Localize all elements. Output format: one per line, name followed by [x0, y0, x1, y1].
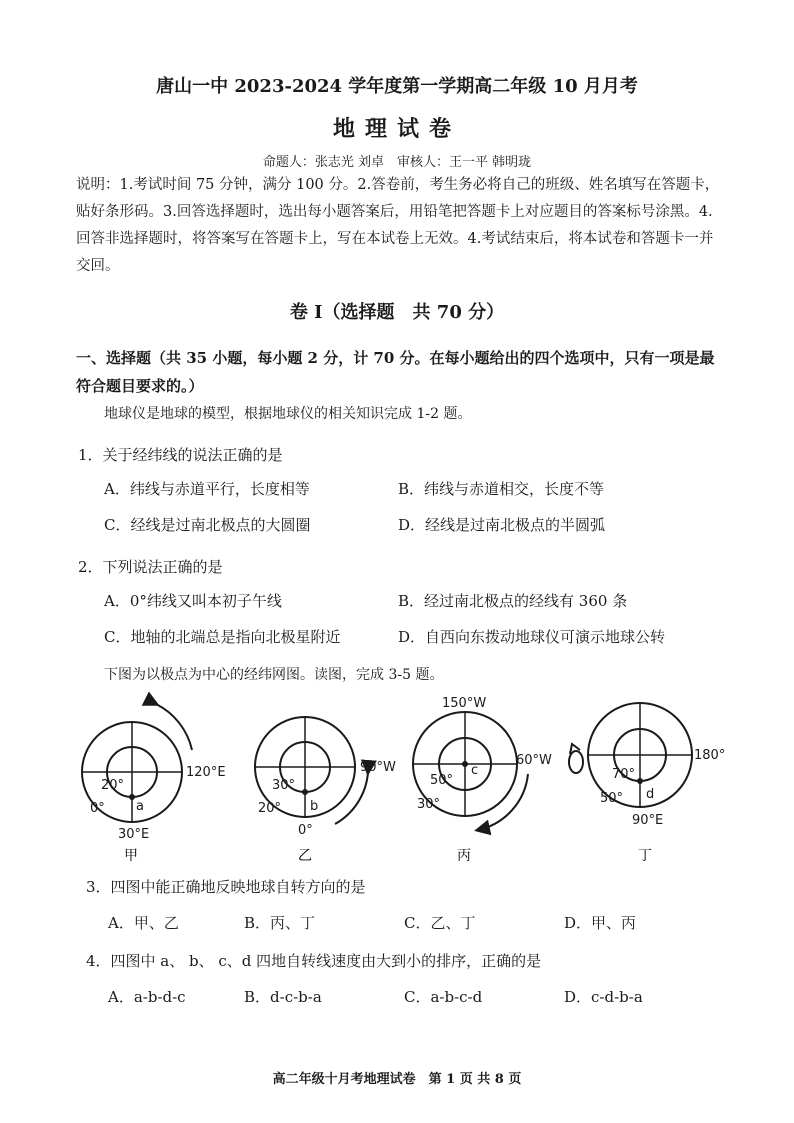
label-bottom: 0° [298, 823, 313, 838]
figure-jia [82, 704, 226, 864]
question-2-option-c: C．地轴的北端总是指向北极星附近 [104, 628, 341, 646]
authors-line: 命题人：张志光 刘卓 审核人：王一平 韩明珑 [262, 155, 532, 170]
polar-projection-figures [60, 692, 750, 867]
question-3-option-d: D．甲、丙 [564, 914, 637, 932]
question-4-option-d: D．c-d-b-a [564, 988, 643, 1006]
section-title: 卷 I（选择题 共 70 分） [289, 302, 505, 323]
label-bottom: 30°E [118, 827, 150, 842]
label-outer: 30° [417, 797, 441, 812]
question-3-stem: 3．四图中能正确地反映地球自转方向的是 [86, 878, 366, 896]
label-top: 150°W [442, 696, 487, 711]
lead-text-1: 地球仪是地球的模型，根据地球仪的相关知识完成 1-2 题。 [104, 406, 472, 422]
point-c-dot [462, 761, 468, 767]
question-4-option-c: C．a-b-c-d [404, 988, 483, 1006]
label-mid: 0° [90, 801, 105, 816]
label-right: 90°W [360, 760, 396, 775]
rotation-arrow [478, 774, 528, 830]
question-1-option-b: B．纬线与赤道相交，长度不等 [398, 480, 605, 498]
point-d-dot [637, 778, 643, 784]
label-bottom: 90°E [632, 813, 664, 828]
label-mid: 20° [258, 801, 282, 816]
question-1-option-d: D．经线是过南北极点的半圆弧 [398, 516, 606, 534]
question-3-option-a: A．甲、乙 [108, 914, 179, 932]
label-point: b [310, 799, 319, 814]
question-1-option-c: C．经线是过南北极点的大圆圈 [104, 516, 311, 534]
instructions: 说明：1.考试时间 75 分钟，满分 100 分。2.答卷前，考生务必将自己的班级、姓名填写在答题卡，贴好条形码。3.回答选择题时，选出每小题答案后，用铅笔把答题卡上对应题目的答案标号涂黑。4.回答非选择题时，将答案写在答题卡上，写在本试卷上无效。4.考试结束后，将本试卷和答题卡一并交回。 [76, 177, 720, 274]
label-right: 180° [694, 748, 726, 763]
figure-caption: 丁 [638, 848, 652, 864]
lead-text-2: 下图为以极点为中心的经纬网图。读图，完成 3-5 题。 [104, 667, 444, 683]
page-footer: 高二年级十月考地理试卷 第 1 页 共 8 页 [272, 1072, 522, 1087]
label-point: a [136, 799, 144, 814]
label-inner: 70° [612, 767, 636, 782]
point-a-dot [129, 794, 135, 800]
question-1-stem: 1．关于经纬线的说法正确的是 [78, 446, 283, 464]
subject-title: 地理试卷 [332, 116, 461, 142]
figure-bing [413, 696, 552, 864]
question-4-stem: 4．四图中 a、 b、 c、d 四地自转线速度由大到小的排序，正确的是 [86, 952, 542, 970]
rotation-arrow [335, 772, 368, 824]
figure-caption: 甲 [124, 848, 138, 864]
label-inner: 30° [272, 778, 296, 793]
question-4-option-a: A．a-b-d-c [108, 988, 186, 1006]
question-2-option-b: B．经过南北极点的经线有 360 条 [398, 592, 628, 610]
label-outer: 50° [600, 791, 624, 806]
label-point: c [471, 763, 479, 778]
figure-caption: 丙 [457, 848, 471, 864]
point-b-dot [302, 789, 308, 795]
question-1-option-a: A．纬线与赤道平行，长度相等 [104, 480, 310, 498]
label-point: d [646, 787, 655, 802]
label-inner: 50° [430, 773, 454, 788]
label-right: 60°W [516, 753, 552, 768]
label-right: 120°E [186, 765, 226, 780]
exam-title: 唐山一中 2023-2024 学年度第一学期高二年级 10 月月考 [156, 76, 638, 97]
figure-yi [255, 717, 396, 864]
question-4-option-b: B．d-c-b-a [244, 988, 322, 1006]
question-3-option-b: B．丙、丁 [244, 914, 316, 932]
question-2-stem: 2．下列说法正确的是 [78, 558, 223, 576]
label-outer: 20° [101, 778, 125, 793]
figure-ding [569, 703, 725, 864]
question-3-option-c: C．乙、丁 [404, 914, 476, 932]
figure-caption: 乙 [298, 848, 312, 864]
question-2-option-a: A．0°纬线又叫本初子午线 [104, 592, 282, 610]
section-intro: 一、选择题（共 35 小题，每小题 2 分，计 70 分。在每小题给出的四个选项中，只有一项是最符合题目要求的。） [76, 349, 715, 395]
rotation-loop-arrow [569, 751, 583, 773]
question-2-option-d: D．自西向东拨动地球仪可演示地球公转 [398, 628, 666, 646]
